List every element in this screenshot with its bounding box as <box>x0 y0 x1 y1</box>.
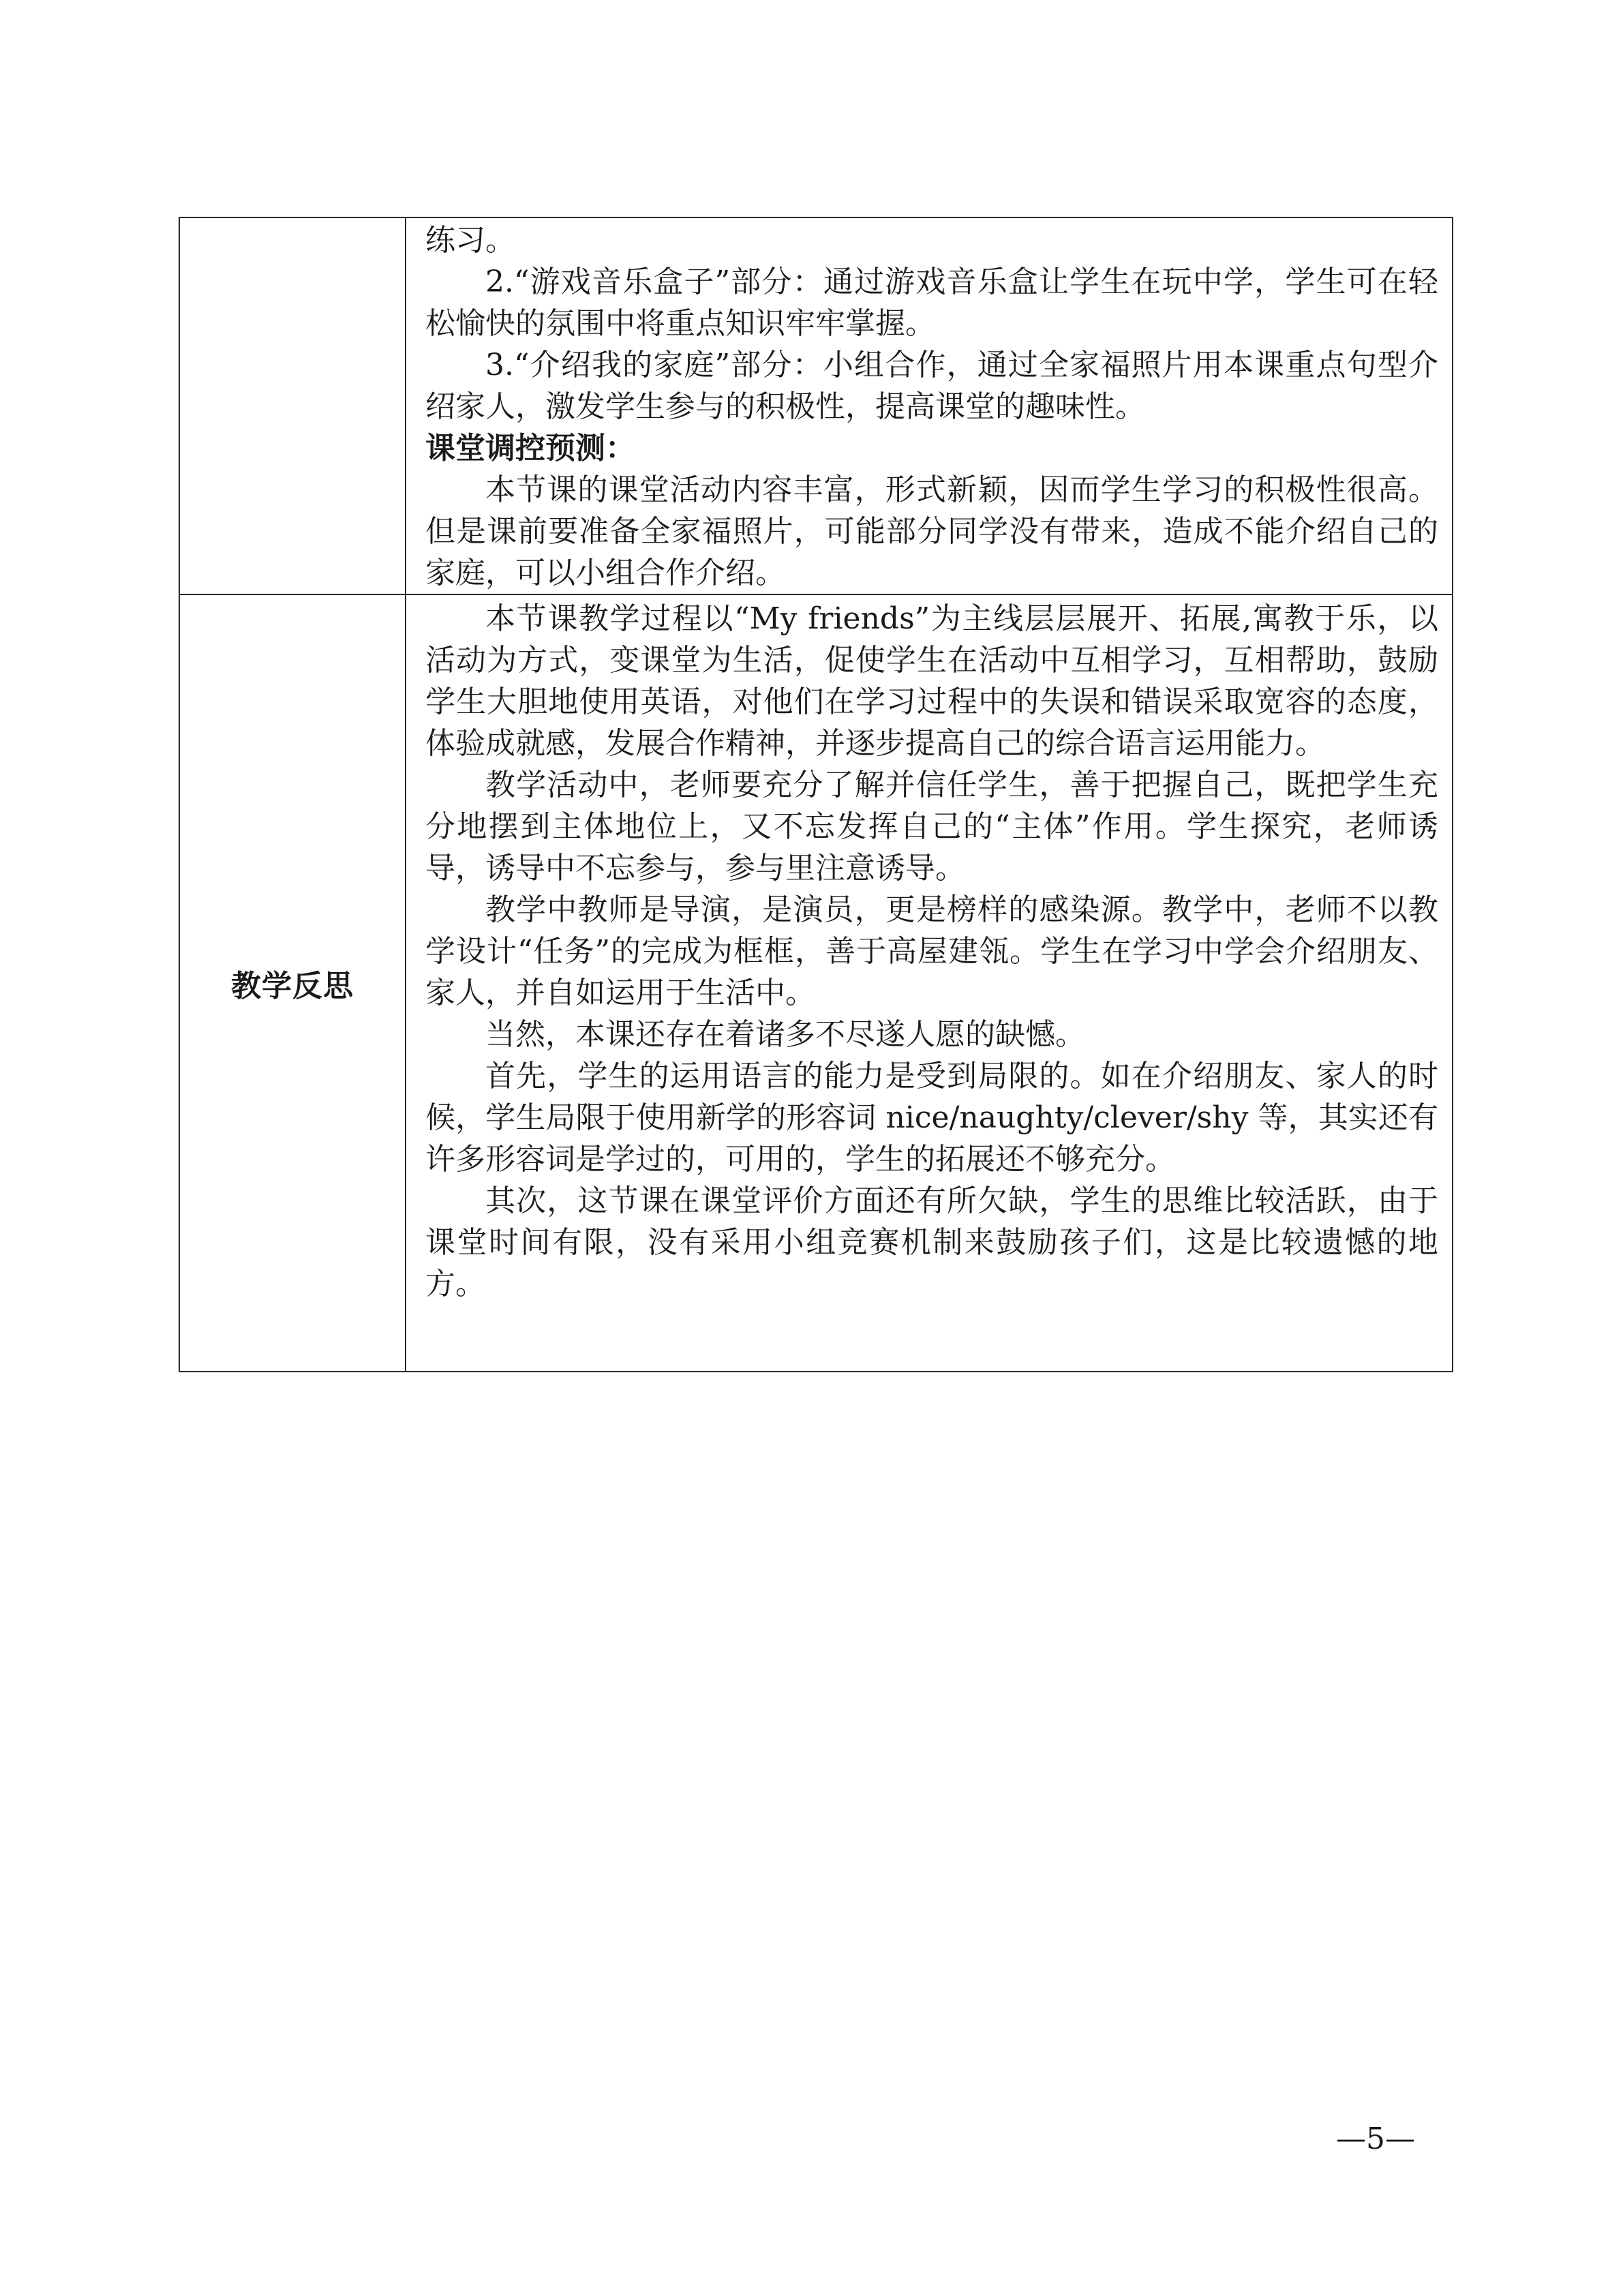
table-row <box>179 217 1453 594</box>
paragraph: 3.“介绍我的家庭”部分：小组合作，通过全家福照片用本课重点句型介绍家人，激发学生参与的积极性，提高课堂的趣味性。 <box>425 348 1438 424</box>
row-label: 教学反思 <box>179 594 406 1372</box>
paragraph: 2.“游戏音乐盒子”部分：通过游戏音乐盒让学生在玩中学，学生可在轻松愉快的氛围中将重点知识牢牢掌握。 <box>425 265 1438 341</box>
paragraph: 本节课的课堂活动内容丰富，形式新颖，因而学生学习的积极性很高。但是课前要准备全家福照片，可能部分同学没有带来，造成不能介绍自己的家庭，可以小组合作介绍。 <box>425 472 1438 590</box>
paragraph: 当然，本课还存在着诸多不尽遂人愿的缺憾。 <box>485 1017 1085 1052</box>
paragraph: 首先，学生的运用语言的能力是受到局限的。如在介绍朋友、家人的时候，学生局限于使用新学的形容词 nice/naughty/clever/shy 等，其实还有许多形容词是学过的，可用的，学生的拓展还不够充分。 <box>425 1059 1438 1177</box>
row-content <box>406 217 1453 594</box>
paragraph: 练习。 <box>425 223 515 258</box>
paragraph: 其次，这节课在课堂评价方面还有所欠缺，学生的思维比较活跃，由于课堂时间有限，没有采用小组竞赛机制来鼓励孩子们，这是比较遗憾的地方。 <box>425 1183 1438 1301</box>
page-number: —5— <box>1336 2121 1415 2156</box>
section-heading: 课堂调控预测： <box>425 431 635 466</box>
lesson-plan-table <box>179 217 1453 1372</box>
paragraph: 教学中教师是导演，是演员，更是榜样的感染源。教学中，老师不以教学设计“任务”的完成为框框，善于高屋建瓴。学生在学习中学会介绍朋友、家人，并自如运用于生活中。 <box>425 892 1438 1010</box>
paragraph: 教学活动中，老师要充分了解并信任学生，善于把握自己，既把学生充分地摆到主体地位上，又不忘发挥自己的“主体”作用。学生探究，老师诱导，诱导中不忘参与，参与里注意诱导。 <box>425 768 1438 886</box>
row-content <box>406 594 1453 1372</box>
row-label <box>179 217 406 594</box>
paragraph: 本节课教学过程以“My friends”为主线层层展开、拓展,寓教于乐，以活动为方式，变课堂为生活，促使学生在活动中互相学习，互相帮助，鼓励学生大胆地使用英语，对他们在学习过程中的失误和错误采取宽容的态度，体验成就感，发展合作精神，并逐步提高自己的综合语言运用能力。 <box>425 601 1438 761</box>
table-row <box>179 594 1453 1372</box>
